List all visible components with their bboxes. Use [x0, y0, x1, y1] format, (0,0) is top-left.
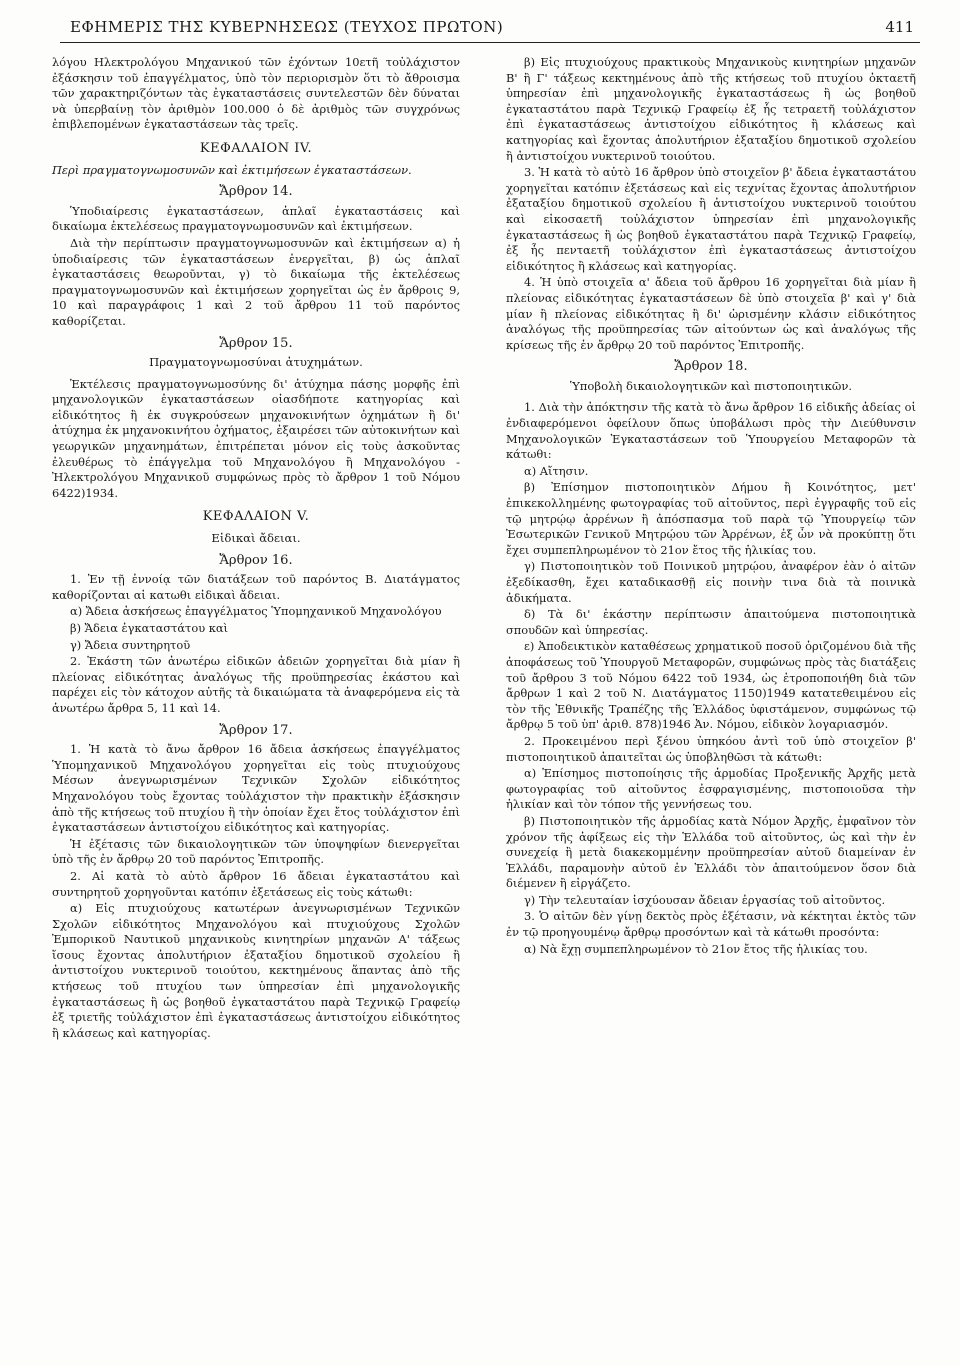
list-item: γ) Τὴν τελευταίαν ἰσχύουσαν ἄδειαν ἐργασίας τοῦ αἰτοῦντος. [524, 892, 886, 907]
paragraph: Ἡ ἐξέτασις τῶν δικαιολογητικῶν τῶν ὑποψηφίων διενεργεῖται ὑπὸ τῆς ἐν ἄρθρῳ 20 τοῦ παρόντος Ἐπιτροπῆς. [52, 836, 460, 867]
paragraph: 2. Προκειμένου περὶ ξένου ὑπηκόου ἀντὶ τοῦ ὑπὸ στοιχεῖον β' πιστοποιητικοῦ ἀπαιτεῖται ὡς ὑποβληθῶσι τὰ κάτωθι: [506, 733, 916, 764]
article-heading: Ἄρθρον 18. [674, 359, 748, 375]
paragraph: Ὑποδιαίρεσις ἐγκαταστάσεων, ἁπλαῖ ἐγκαταστάσεις καὶ δικαίωμα ἐκτελέσεως πραγματογνωμοσυνῶν καὶ ἐκτιμήσεων. [52, 203, 460, 234]
list-item: β) Ἐπίσημον πιστοποιητικὸν Δήμου ἢ Κοινότητος, μετ' ἐπικεκολλημένης φωτογραφίας τοῦ αἰτοῦντος, περὶ ἐγγραφῆς τοῦ εἰς τῷ μητρῴῳ ἀρρένων ἢ ἀπόσπασμα τοῦ παρὰ τῷ Ὑπουργείῳ τῶν Ἐσωτερικῶν Γενικοῦ Μητρῴου τῶν Ἀρρένων, ἐξ ὧν νὰ προκύπτῃ ὅτι ἔχει συμπεπληρωμένον τὸ 21ον ἔτος τῆς ἡλικίας του. [506, 480, 916, 557]
list-item: α) Εἰς πτυχιούχους κατωτέρων ἀνεγνωρισμένων Τεχνικῶν Σχολῶν εἰδικότητος Μηχανολόγου καὶ πτυχιούχους Σχολῶν Ἐμπορικοῦ Ναυτικοῦ μηχανικοὺς κινητηρίων μηχανῶν Α' τάξεως ἴσους ἔχοντας ἀπολυτήριον ἐξαταξίου δημοτικοῦ σχολείου ἢ ἀντιστοίχου νυκτερινοῦ τοιούτου, κεκτημένους ἅπαντας ἀπὸ τῆς κτήσεως τοῦ πτυχίου των ὑπηρεσίαν ἐπὶ μηχανολογικῆς ἐγκαταστάσεως ἢ ὡς βοηθοῦ ἐγκαταστάτου παρὰ Τεχνικῷ Γραφείῳ ἐξ τριετῆς τοὐλάχιστον ἐπὶ ἐγκαταστάσεως ἀντιστοίχου εἰδικότητος ἢ κλάσεως καὶ κατηγορίας. [52, 901, 460, 1040]
list-item: ε) Ἀποδεικτικὸν καταθέσεως χρηματικοῦ ποσοῦ ὁριζομένου διὰ τῆς ἀποφάσεως τοῦ Ὑπουργοῦ Μεταφορῶν, συμφώνως πρὸς τὰς διατάξεις τοῦ ἄρθρου 3 τοῦ Νόμου 6422 τοῦ 1934, ὡς ἐτροποποιήθη διὰ τῶν ἄρθρων 1 καὶ 2 τοῦ Ν. Διατάγματος 1150)1949 κατατεθειμένου εἰς τὸν τῆς Ἐθνικῆς Τραπέζης τῆς Ἑλλάδος ὑφιστάμενον, συμφώνως τῷ ἄρθρῳ 5 τοῦ ὑπ' ἀριθ. 878)1946 Ἀν. Νόμου, εἰδικὸν λογαριασμόν. [506, 639, 916, 732]
chapter-heading: ΚΕΦΑΛΑΙΟΝ IV. [199, 140, 313, 156]
list-item: β) Εἰς πτυχιούχους πρακτικοὺς Μηχανικοὺς κινητηρίων μηχανῶν Β' ἢ Γ' τάξεως κεκτημένους ἀπὸ τῆς κτήσεως τοῦ πτυχίου ὀκταετῆ ὑπηρεσίαν ἐπὶ μηχανολογικῆς ἐγκαταστάσεως ἢ ὡς βοηθοῦ ἐγκαταστάτου παρὰ Τεχνικῷ Γραφείῳ ἐξ ἧς τετραετῆ τοὐλάχιστον ἐπὶ ἐγκαταστάσεως ἀντιστοίχου εἰδικότητος ἢ κλάσεως καὶ κατηγορίας καὶ ἔχοντας ἀπολυτήριον ἐξαταξίου δημοτικοῦ σχολείου ἢ ἀντιστοίχου νυκτερινοῦ τοιούτου. [506, 55, 916, 163]
article-heading: Ἄρθρον 14. [219, 184, 293, 200]
paragraph: 4. Ἡ ὑπὸ στοιχεῖα α' ἄδεια τοῦ ἄρθρου 16 χορηγεῖται διὰ μίαν ἢ πλείονας εἰδικότητας ἐγκαταστάσεων δὲ ὑπὸ στοιχεῖα β' καὶ γ' διὰ μίαν ἢ πλείονας εἰδικότητας ἢ δι' ὡρισμένην κλάσιν εἰδικότητος ἀναλόγως τῆς προϋπηρεσίας τῶν αἰτούντων ὡς καὶ ἀναλόγως τῆς κρίσεως τῆς ἐν ἄρθρῳ 20 τοῦ παρόντος Ἐπιτροπῆς. [506, 275, 916, 352]
article-subtitle: Πραγματογνωμοσύναι ἀτυχημάτων. [149, 355, 363, 370]
paragraph: 1. Ἡ κατὰ τὸ ἄνω ἄρθρον 16 ἄδεια ἀσκήσεως ἐπαγγέλματος Ὑπομηχανικοῦ Μηχανολόγου χορηγεῖται εἰς τοὺς πτυχιούχους Μέσων ἀνεγνωρισμένων Τεχνικῶν Σχολῶν εἰδικότητος Μηχανολόγου τοὺς ἔχοντας τοὐλάχιστον τὴν πρακτικὴν ἐξάσκησιν ἀπὸ τῆς κτήσεως τοῦ πτυχίου ἢ τὴν ὁποίαν ἔχει ἔτος τοὐλάχιστον ἐπὶ ἐγκαταστάσεων ἀντιστοίχου εἰδικότητος καὶ κατηγορίας. [52, 742, 460, 835]
chapter-subtitle: Εἰδικαὶ ἄδειαι. [211, 531, 301, 546]
list-item: α) Νὰ ἔχῃ συμπεπληρωμένον τὸ 21ον ἔτος τῆς ἡλικίας του. [524, 941, 868, 956]
chapter-subtitle: Περὶ πραγματογνωμοσυνῶν καὶ ἐκτιμήσεων ἐγκαταστάσεων. [52, 162, 412, 177]
page-number: 411 [885, 18, 914, 36]
article-heading: Ἄρθρον 15. [219, 335, 293, 351]
paragraph: 1. Διὰ τὴν ἀπόκτησιν τῆς κατὰ τὸ ἄνω ἄρθρον 16 εἰδικῆς ἀδείας οἱ ἐνδιαφερόμενοι ὀφείλουν ὅπως ὑποβάλωσι πρὸς τὴν Διεύθυνσιν Μηχανολογικῶν Ἐγκαταστάσεων τοῦ Ὑπουργείου Μεταφορῶν τὰ κάτωθι: [506, 400, 916, 462]
paragraph: 3. Ὁ αἰτῶν δὲν γίνῃ δεκτὸς πρὸς ἐξέτασιν, νὰ κέκτηται ἐκτὸς τῶν ἐν τῷ προηγουμένῳ ἄρθρῳ προσόντων καὶ τὰ κάτωθι προσόντα: [506, 909, 916, 940]
paragraph: Ἐκτέλεσις πραγματογνωμοσύνης δι' ἀτύχημα πάσης μορφῆς ἐπὶ μηχανολογικῶν ἐγκαταστάσεων οἱασδήποτε κατηγορίας καὶ εἰδικότητος ἢ ἐκ συγκρούσεων μηχανοκινήτων ὀχημάτων ἢ δι' ἀτύχημα ἐκ μηχανοκινήτου ὀχήματος, ἐξαιρέσει τῶν αὐτοκινήτων καὶ γεωργικῶν μηχανημάτων, ἐπιτρέπεται μόνον εἰς τοὺς ἀσκοῦντας ἐλευθέρως τὸ ἐπάγγελμα τοῦ Μηχανολόγου ἢ Μηχανολόγου - Ἠλεκτρολόγου Μηχανικοῦ συμφώνως πρὸς τὸ ἄρθρον 1 τοῦ Νόμου 6422)1934. [52, 376, 460, 500]
list-item: β) Πιστοποιητικὸν τῆς ἁρμοδίας κατὰ Νόμον Ἀρχῆς, ἐμφαῖνον τὸν χρόνον τῆς ἀφίξεως εἰς τὴν Ἑλλάδα τοῦ αἰτοῦντος, ὡς καὶ τὴν ἐν συνεχείᾳ ἢ μετὰ διακεκομμένην προϋπηρεσίαν αὐτοῦ διαμείναν ἐν Ἑλλάδι, παραμονὴν αὐτοῦ ἐν Ἑλλάδι τὸν ἀπαιτούμενον ὅσον διὰ διέμενεν ἢ εἰργάζετο. [506, 813, 916, 891]
paragraph: 2. Ἑκάστη τῶν ἀνωτέρω εἰδικῶν ἀδειῶν χορηγεῖται διὰ μίαν ἢ πλείονας εἰδικότητας ἀναλόγως τῆς προϋπηρεσίας ἑκάστου καὶ παρέχει εἰς τὸν κάτοχον αὐτῆς τὰ δικαιώματα τὰ ἀναφερόμενα εἰς τὰ ἀνωτέρω ἄρθρα 5, 11 καὶ 14. [52, 654, 460, 715]
list-item: γ) Ἄδεια συντηρητοῦ [70, 637, 191, 652]
paragraph: 1. Ἐν τῇ ἐννοίᾳ τῶν διατάξεων τοῦ παρόντος Β. Διατάγματος καθορίζονται αἱ κατωθι εἰδικαὶ ἄδειαι. [52, 572, 460, 602]
running-title: ΕΦΗΜΕΡΙΣ ΤΗΣ ΚΥΒΕΡΝΗΣΕΩΣ (ΤΕΥΧΟΣ ΠΡΩΤΟΝ) [70, 18, 504, 36]
list-item: α) Αἴτησιν. [524, 463, 589, 478]
list-item: γ) Πιστοποιητικὸν τοῦ Ποινικοῦ μητρῴου, ἀναφέρον ἐὰν ὁ αἰτῶν ἐξεδίκασθη, ἔχει καταδικασθῇ εἰς ποινὴν τινα διὰ τὰ ποινικὰ ἀδικήματα. [506, 559, 916, 605]
list-item: δ) Τὰ δι' ἑκάστην περίπτωσιν ἀπαιτούμενα πιστοποιητικὰ σπουδῶν καὶ ὑπηρεσίας. [506, 607, 916, 637]
article-heading: Ἄρθρον 17. [219, 722, 293, 738]
right-column [506, 55, 916, 958]
chapter-heading: ΚΕΦΑΛΑΙΟΝ V. [202, 509, 310, 525]
paragraph: Διὰ τὴν περίπτωσιν πραγματογνωμοσυνῶν καὶ ἐκτιμήσεων α) ἡ ὑποδιαίρεσις τῶν ἐγκαταστάσεων ἐνεργεῖται, β) ὡς ἁπλαῖ ἐγκαταστάσεις θεωροῦνται, γ) τὸ δικαίωμα τῆς ἐκτελέσεως πραγματογνωμοσυνῶν καὶ ἐκτιμήσεων χορηγεῖται ὡς ἐν ἄρθροις 9, 10 καὶ παραγράφοις 1 καὶ 2 τοῦ ἄρθρου 11 τοῦ παρόντος καθορίζεται. [52, 235, 460, 328]
paragraph: 2. Αἱ κατὰ τὸ αὐτὸ ἄρθρον 16 ἄδειαι ἐγκαταστάτου καὶ συντηρητοῦ χορηγοῦνται κατόπιν ἐξετάσεως εἰς τοὺς κάτωθι: [52, 868, 460, 899]
article-heading: Ἄρθρον 16. [219, 552, 293, 568]
left-column [52, 55, 460, 1042]
paragraph: λόγου Ηλεκτρολόγου Μηχανικού τῶν ἐχόντων 10ετῆ τοὐλάχιστον ἐξάσκησιν τοῦ ἐπαγγέλματος, ὑπὸ τὸν περιορισμὸν ὅτι τὸ ἄθροισμα τῶν χαρακτηριζόντων τὰς ἐγκαταστάσεις συντελεστῶν δὲν δύναται νὰ ὑπερβαίνῃ τὸν ἀριθμὸν 100.000 ὁ δὲ ἀριθμὸς τῶν συγχρόνως ἐπιβλεπομένων ἐγκαταστάσεων τὰς τρεῖς. [52, 55, 460, 132]
list-item: α) Ἐπίσημος πιστοποίησις τῆς ἁρμοδίας Προξενικῆς Ἀρχῆς μετὰ φωτογραφίας τοῦ αἰτοῦντος ἐσφραγισμένης, πιστοποιοῦσα τὴν ἡλικίαν καὶ τὸν τόπον τῆς γεννήσεως του. [506, 766, 916, 812]
list-item: β) Ἄδεια ἐγκαταστάτου καὶ [70, 621, 229, 635]
article-subtitle: Ὑποβολὴ δικαιολογητικῶν καὶ πιστοποιητικῶν. [569, 378, 853, 393]
list-item: α) Ἄδεια ἀσκήσεως ἐπαγγέλματος Ὑπομηχανικοῦ Μηχανολόγου [70, 604, 442, 619]
page-header [60, 14, 920, 43]
paragraph: 3. Ἡ κατὰ τὸ αὐτὸ 16 ἄρθρον ὑπὸ στοιχεῖον β' ἄδεια ἐγκαταστάτου χορηγεῖται κατόπιν ἐξετάσεως καὶ εἰς τεχνίτας ἔχοντας ἀπολυτήριον ἐξαταξίου δημοτικοῦ σχολείου ἢ ἀντιστοίχου νυκτερινοῦ τοιούτου καὶ εἰκοσαετῆ τοὐλάχιστον ὑπηρεσίαν ἐπὶ μηχανολογικῆς ἐγκαταστάσεως ἢ ὡς βοηθοῦ ἐγκαταστάτου παρὰ Τεχνικῷ Γραφείῳ, ἐξ ἧς πενταετῆ τοὐλάχιστον ἐπὶ ἐγκαταστάσεως ἀντιστοίχου εἰδικότητος ἢ κλάσεως καὶ κατηγορίας. [506, 165, 916, 273]
